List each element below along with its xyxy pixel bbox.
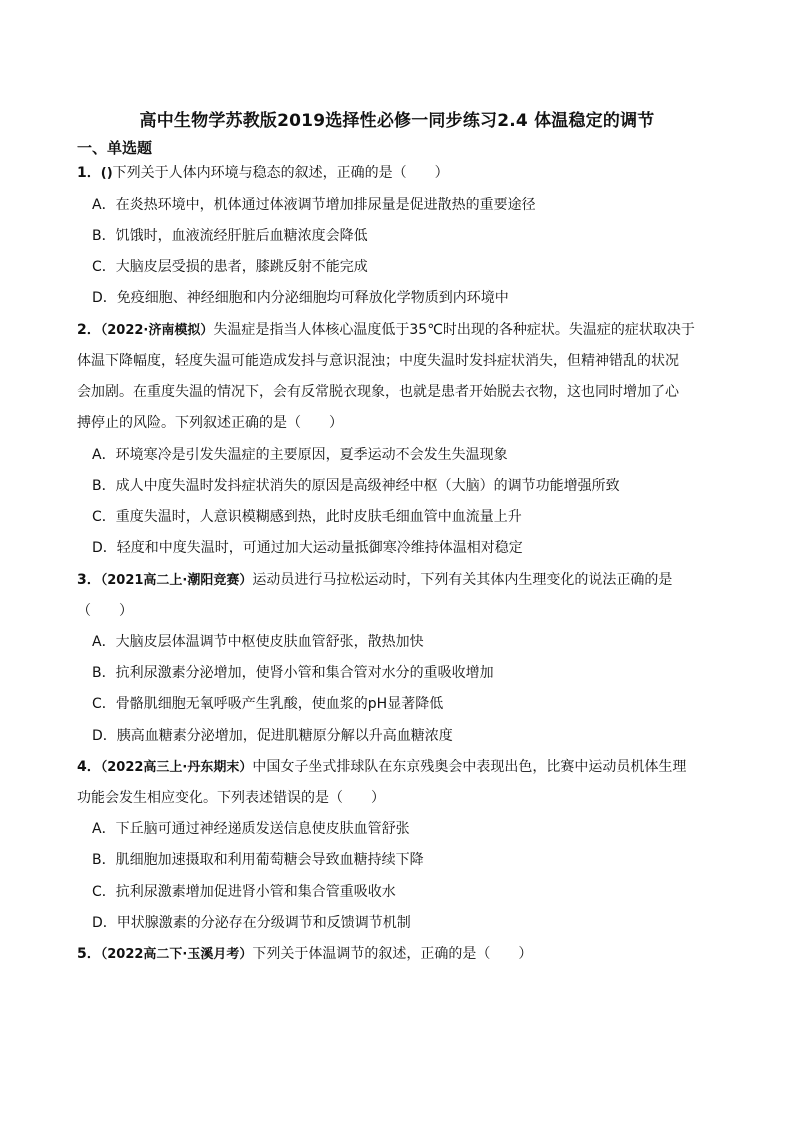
question-text: 下列关于人体内环境与稳态的叙述，正确的是（ ） [112,165,449,181]
option-b: B．饥饿时，血液流经肝脏后血糖浓度会降低 [92,228,368,244]
question-text: 会加剧。在重度失温的情况下，会有反常脱衣现象，也就是患者开始脱去衣物，这也同时增加了心 [77,384,679,400]
option-c: C．抗利尿激素增加促进肾小管和集合管重吸收水 [92,884,396,900]
question-number: 2． [77,322,101,338]
question-text: 中国女子坐式排球队在东京残奥会中表现出色，比赛中运动员机体生理 [252,759,687,775]
question-2-stem [77,321,695,340]
question-4-stem [77,758,686,777]
question-5-stem [77,945,532,964]
option-b: B．肌细胞加速摄取和利用葡萄糖会导致血糖持续下降 [92,852,424,868]
option-a: A．在炎热环境中，机体通过体液调节增加排尿量是促进散热的重要途径 [92,197,536,213]
question-text: 搏停止的风险。下列叙述正确的是（ ） [77,415,343,431]
option-a: A．下丘脑可通过神经递质发送信息使皮肤血管舒张 [92,821,410,837]
question-number: 5． [77,946,101,962]
section-heading: 一、单选题 [77,139,153,157]
question-text: 失温症是指当人体核心温度低于35℃时出现的各种症状。失温症的症状取决于 [213,322,695,338]
option-b: B．抗利尿激素分泌增加，使肾小管和集合管对水分的重吸收增加 [92,665,494,681]
question-number: 4． [77,759,101,775]
question-text: 体温下降幅度，轻度失温可能造成发抖与意识混浊；中度失温时发抖症状消失，但精神错乱的状况 [77,353,679,369]
question-text: （ ） [77,603,133,619]
option-a: A．大脑皮层体温调节中枢使皮肤血管舒张，散热加快 [92,634,424,650]
document-title: 高中生物学苏教版2019选择性必修一同步练习2.4 体温稳定的调节 [139,111,655,131]
question-source: （2021高二上·潮阳竞赛） [100,573,253,588]
option-c: C．重度失温时，人意识模糊感到热，此时皮肤毛细血管中血流量上升 [92,509,522,525]
question-text: 运动员进行马拉松运动时，下列有关其体内生理变化的说法正确的是 [252,572,673,588]
question-1-stem [77,164,449,183]
option-c: C．大脑皮层受损的患者，膝跳反射不能完成 [92,259,368,275]
option-b: B．成人中度失温时发抖症状消失的原因是高级神经中枢（大脑）的调节功能增强所致 [92,478,620,494]
option-d: D．免疫细胞、神经细胞和内分泌细胞均可释放化学物质到内环境中 [92,290,509,306]
option-d: D．轻度和中度失温时，可通过加大运动量抵御寒冷维持体温相对稳定 [92,540,523,556]
question-source: （2022高三上·丹东期末） [100,760,253,775]
question-source: （2022·济南模拟） [100,323,214,338]
option-a: A．环境寒冷是引发失温症的主要原因，夏季运动不会发生失温现象 [92,447,508,463]
question-text: 下列关于体温调节的叙述，正确的是（ ） [252,946,533,962]
question-text: 功能会发生相应变化。下列表述错误的是（ ） [77,790,385,806]
question-3-stem [77,571,672,590]
question-source: （2022高二下·玉溪月考） [100,947,253,962]
option-d: D．胰高血糖素分泌增加，促进肌糖原分解以升高血糖浓度 [92,728,453,744]
option-d: D．甲状腺激素的分泌存在分级调节和反馈调节机制 [92,915,411,931]
question-source: () [100,166,113,181]
question-number: 1． [77,165,101,181]
question-number: 3． [77,572,101,588]
option-c: C．骨骼肌细胞无氧呼吸产生乳酸，使血浆的pH显著降低 [92,696,444,712]
